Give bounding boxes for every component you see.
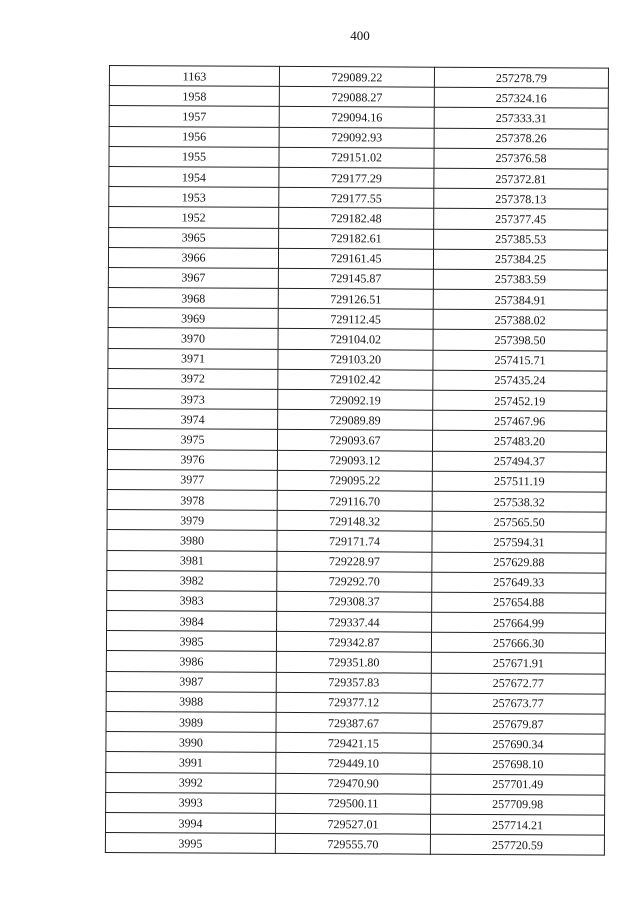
table-row bbox=[105, 812, 604, 835]
point-number-cell: 3993 bbox=[106, 792, 276, 813]
table-row bbox=[107, 570, 606, 593]
y-coordinate-cell: 257452.19 bbox=[433, 390, 607, 411]
point-number-cell: 1956 bbox=[109, 126, 279, 147]
y-coordinate-cell: 257378.13 bbox=[434, 188, 608, 209]
point-number-cell: 3984 bbox=[107, 611, 277, 632]
point-number-cell: 1953 bbox=[109, 187, 279, 208]
point-number-cell: 3990 bbox=[106, 732, 276, 753]
coordinates-table bbox=[105, 65, 609, 856]
point-number-cell: 3976 bbox=[107, 449, 277, 470]
coordinates-table-container bbox=[105, 65, 608, 856]
x-coordinate-cell: 729177.29 bbox=[279, 167, 434, 188]
table-row bbox=[107, 449, 606, 472]
x-coordinate-cell: 729095.22 bbox=[277, 470, 432, 491]
point-number-cell: 3983 bbox=[107, 590, 277, 611]
table-row bbox=[106, 732, 605, 755]
point-number-cell: 3991 bbox=[106, 752, 276, 773]
x-coordinate-cell: 729342.87 bbox=[276, 632, 431, 653]
table-row bbox=[109, 187, 608, 210]
x-coordinate-cell: 729308.37 bbox=[277, 591, 432, 612]
y-coordinate-cell: 257654.88 bbox=[432, 592, 606, 613]
x-coordinate-cell: 729093.12 bbox=[277, 450, 432, 471]
x-coordinate-cell: 729292.70 bbox=[277, 571, 432, 592]
point-number-cell: 3971 bbox=[108, 348, 278, 369]
y-coordinate-cell: 257511.19 bbox=[432, 471, 606, 492]
y-coordinate-cell: 257565.50 bbox=[432, 511, 606, 532]
table-row bbox=[106, 792, 605, 815]
table-row bbox=[106, 631, 605, 654]
y-coordinate-cell: 257679.87 bbox=[431, 713, 605, 734]
x-coordinate-cell: 729092.19 bbox=[278, 389, 433, 410]
y-coordinate-cell: 257376.58 bbox=[434, 148, 608, 169]
y-coordinate-cell: 257384.25 bbox=[433, 249, 607, 270]
point-number-cell: 3968 bbox=[108, 288, 278, 309]
x-coordinate-cell: 729337.44 bbox=[277, 611, 432, 632]
table-row bbox=[109, 227, 608, 250]
table-row bbox=[107, 550, 606, 573]
y-coordinate-cell: 257666.30 bbox=[431, 632, 605, 653]
x-coordinate-cell: 729104.02 bbox=[278, 329, 433, 350]
y-coordinate-cell: 257698.10 bbox=[431, 754, 605, 775]
y-coordinate-cell: 257671.91 bbox=[431, 653, 605, 674]
y-coordinate-cell: 257709.98 bbox=[431, 794, 605, 815]
table-row bbox=[109, 86, 608, 109]
table-row bbox=[108, 388, 607, 411]
table-row bbox=[108, 267, 607, 290]
y-coordinate-cell: 257372.81 bbox=[434, 168, 608, 189]
point-number-cell: 3969 bbox=[108, 308, 278, 329]
y-coordinate-cell: 257383.59 bbox=[433, 269, 607, 290]
x-coordinate-cell: 729182.61 bbox=[279, 228, 434, 249]
point-number-cell: 3995 bbox=[105, 833, 275, 854]
table-row bbox=[108, 368, 607, 391]
y-coordinate-cell: 257629.88 bbox=[432, 552, 606, 573]
x-coordinate-cell: 729088.27 bbox=[279, 87, 434, 108]
table-row bbox=[108, 409, 607, 432]
table-row bbox=[108, 247, 607, 270]
point-number-cell: 3985 bbox=[106, 631, 276, 652]
table-row bbox=[106, 671, 605, 694]
y-coordinate-cell: 257467.96 bbox=[433, 410, 607, 431]
table-row bbox=[106, 711, 605, 734]
x-coordinate-cell: 729421.15 bbox=[276, 733, 431, 754]
point-number-cell: 3979 bbox=[107, 510, 277, 531]
x-coordinate-cell: 729112.45 bbox=[278, 309, 433, 330]
x-coordinate-cell: 729102.42 bbox=[278, 369, 433, 390]
point-number-cell: 1958 bbox=[109, 86, 279, 107]
y-coordinate-cell: 257664.99 bbox=[432, 612, 606, 633]
table-row bbox=[107, 590, 606, 613]
y-coordinate-cell: 257673.77 bbox=[431, 693, 605, 714]
x-coordinate-cell: 729555.70 bbox=[275, 834, 430, 855]
table-row bbox=[107, 611, 606, 634]
point-number-cell: 1957 bbox=[109, 106, 279, 127]
table-row bbox=[109, 106, 608, 129]
point-number-cell: 3988 bbox=[106, 691, 276, 712]
table-row bbox=[107, 489, 606, 512]
table-row bbox=[109, 126, 608, 149]
point-number-cell: 1952 bbox=[109, 207, 279, 228]
point-number-cell: 3992 bbox=[106, 772, 276, 793]
x-coordinate-cell: 729171.74 bbox=[277, 531, 432, 552]
x-coordinate-cell: 729161.45 bbox=[278, 248, 433, 269]
table-body bbox=[105, 66, 608, 856]
y-coordinate-cell: 257435.24 bbox=[433, 370, 607, 391]
table-row bbox=[107, 469, 606, 492]
x-coordinate-cell: 729177.55 bbox=[279, 188, 434, 209]
x-coordinate-cell: 729151.02 bbox=[279, 147, 434, 168]
x-coordinate-cell: 729148.32 bbox=[277, 511, 432, 532]
point-number-cell: 3975 bbox=[107, 429, 277, 450]
x-coordinate-cell: 729103.20 bbox=[278, 349, 433, 370]
x-coordinate-cell: 729089.89 bbox=[278, 410, 433, 431]
y-coordinate-cell: 257672.77 bbox=[431, 673, 605, 694]
y-coordinate-cell: 257398.50 bbox=[433, 330, 607, 351]
y-coordinate-cell: 257377.45 bbox=[434, 209, 608, 230]
x-coordinate-cell: 729089.22 bbox=[279, 66, 434, 87]
x-coordinate-cell: 729470.90 bbox=[276, 773, 431, 794]
y-coordinate-cell: 257701.49 bbox=[431, 774, 605, 795]
y-coordinate-cell: 257384.91 bbox=[433, 289, 607, 310]
table-row bbox=[108, 288, 607, 311]
x-coordinate-cell: 729377.12 bbox=[276, 692, 431, 713]
table-row bbox=[107, 510, 606, 533]
point-number-cell: 1163 bbox=[109, 66, 279, 87]
table-row bbox=[108, 328, 607, 351]
y-coordinate-cell: 257415.71 bbox=[433, 350, 607, 371]
x-coordinate-cell: 729351.80 bbox=[276, 652, 431, 673]
point-number-cell: 3977 bbox=[107, 469, 277, 490]
page-number: 400 bbox=[350, 28, 370, 43]
x-coordinate-cell: 729116.70 bbox=[277, 490, 432, 511]
y-coordinate-cell: 257720.59 bbox=[430, 834, 604, 855]
y-coordinate-cell: 257690.34 bbox=[431, 733, 605, 754]
table-row bbox=[109, 207, 608, 230]
y-coordinate-cell: 257388.02 bbox=[433, 309, 607, 330]
point-number-cell: 3980 bbox=[107, 530, 277, 551]
x-coordinate-cell: 729500.11 bbox=[276, 793, 431, 814]
table-row bbox=[105, 833, 604, 856]
x-coordinate-cell: 729126.51 bbox=[278, 288, 433, 309]
table-row bbox=[109, 166, 608, 189]
x-coordinate-cell: 729182.48 bbox=[279, 208, 434, 229]
x-coordinate-cell: 729357.83 bbox=[276, 672, 431, 693]
x-coordinate-cell: 729145.87 bbox=[278, 268, 433, 289]
x-coordinate-cell: 729092.93 bbox=[279, 127, 434, 148]
y-coordinate-cell: 257649.33 bbox=[432, 572, 606, 593]
point-number-cell: 3989 bbox=[106, 711, 276, 732]
point-number-cell: 3967 bbox=[108, 267, 278, 288]
point-number-cell: 3966 bbox=[108, 247, 278, 268]
y-coordinate-cell: 257378.26 bbox=[434, 128, 608, 149]
point-number-cell: 3965 bbox=[109, 227, 279, 248]
point-number-cell: 3970 bbox=[108, 328, 278, 349]
x-coordinate-cell: 729094.16 bbox=[279, 107, 434, 128]
table-row bbox=[109, 146, 608, 169]
y-coordinate-cell: 257594.31 bbox=[432, 532, 606, 553]
x-coordinate-cell: 729449.10 bbox=[276, 753, 431, 774]
table-row bbox=[106, 772, 605, 795]
y-coordinate-cell: 257385.53 bbox=[434, 229, 608, 250]
table-row bbox=[108, 308, 607, 331]
point-number-cell: 3973 bbox=[108, 388, 278, 409]
y-coordinate-cell: 257538.32 bbox=[432, 491, 606, 512]
y-coordinate-cell: 257714.21 bbox=[430, 814, 604, 835]
table-row bbox=[109, 66, 608, 89]
point-number-cell: 3974 bbox=[108, 409, 278, 430]
table-row bbox=[106, 752, 605, 775]
table-row bbox=[106, 651, 605, 674]
x-coordinate-cell: 729387.67 bbox=[276, 712, 431, 733]
x-coordinate-cell: 729093.67 bbox=[277, 430, 432, 451]
y-coordinate-cell: 257494.37 bbox=[432, 451, 606, 472]
point-number-cell: 1954 bbox=[109, 166, 279, 187]
table-row bbox=[108, 348, 607, 371]
y-coordinate-cell: 257324.16 bbox=[434, 87, 608, 108]
point-number-cell: 3987 bbox=[106, 671, 276, 692]
x-coordinate-cell: 729228.97 bbox=[277, 551, 432, 572]
point-number-cell: 3986 bbox=[106, 651, 276, 672]
table-row bbox=[106, 691, 605, 714]
point-number-cell: 3972 bbox=[108, 368, 278, 389]
table-row bbox=[107, 429, 606, 452]
y-coordinate-cell: 257483.20 bbox=[432, 431, 606, 452]
point-number-cell: 1955 bbox=[109, 146, 279, 167]
y-coordinate-cell: 257278.79 bbox=[434, 67, 608, 88]
point-number-cell: 3994 bbox=[105, 812, 275, 833]
point-number-cell: 3978 bbox=[107, 489, 277, 510]
point-number-cell: 3981 bbox=[107, 550, 277, 571]
point-number-cell: 3982 bbox=[107, 570, 277, 591]
x-coordinate-cell: 729527.01 bbox=[275, 813, 430, 834]
y-coordinate-cell: 257333.31 bbox=[434, 108, 608, 129]
table-row bbox=[107, 530, 606, 553]
